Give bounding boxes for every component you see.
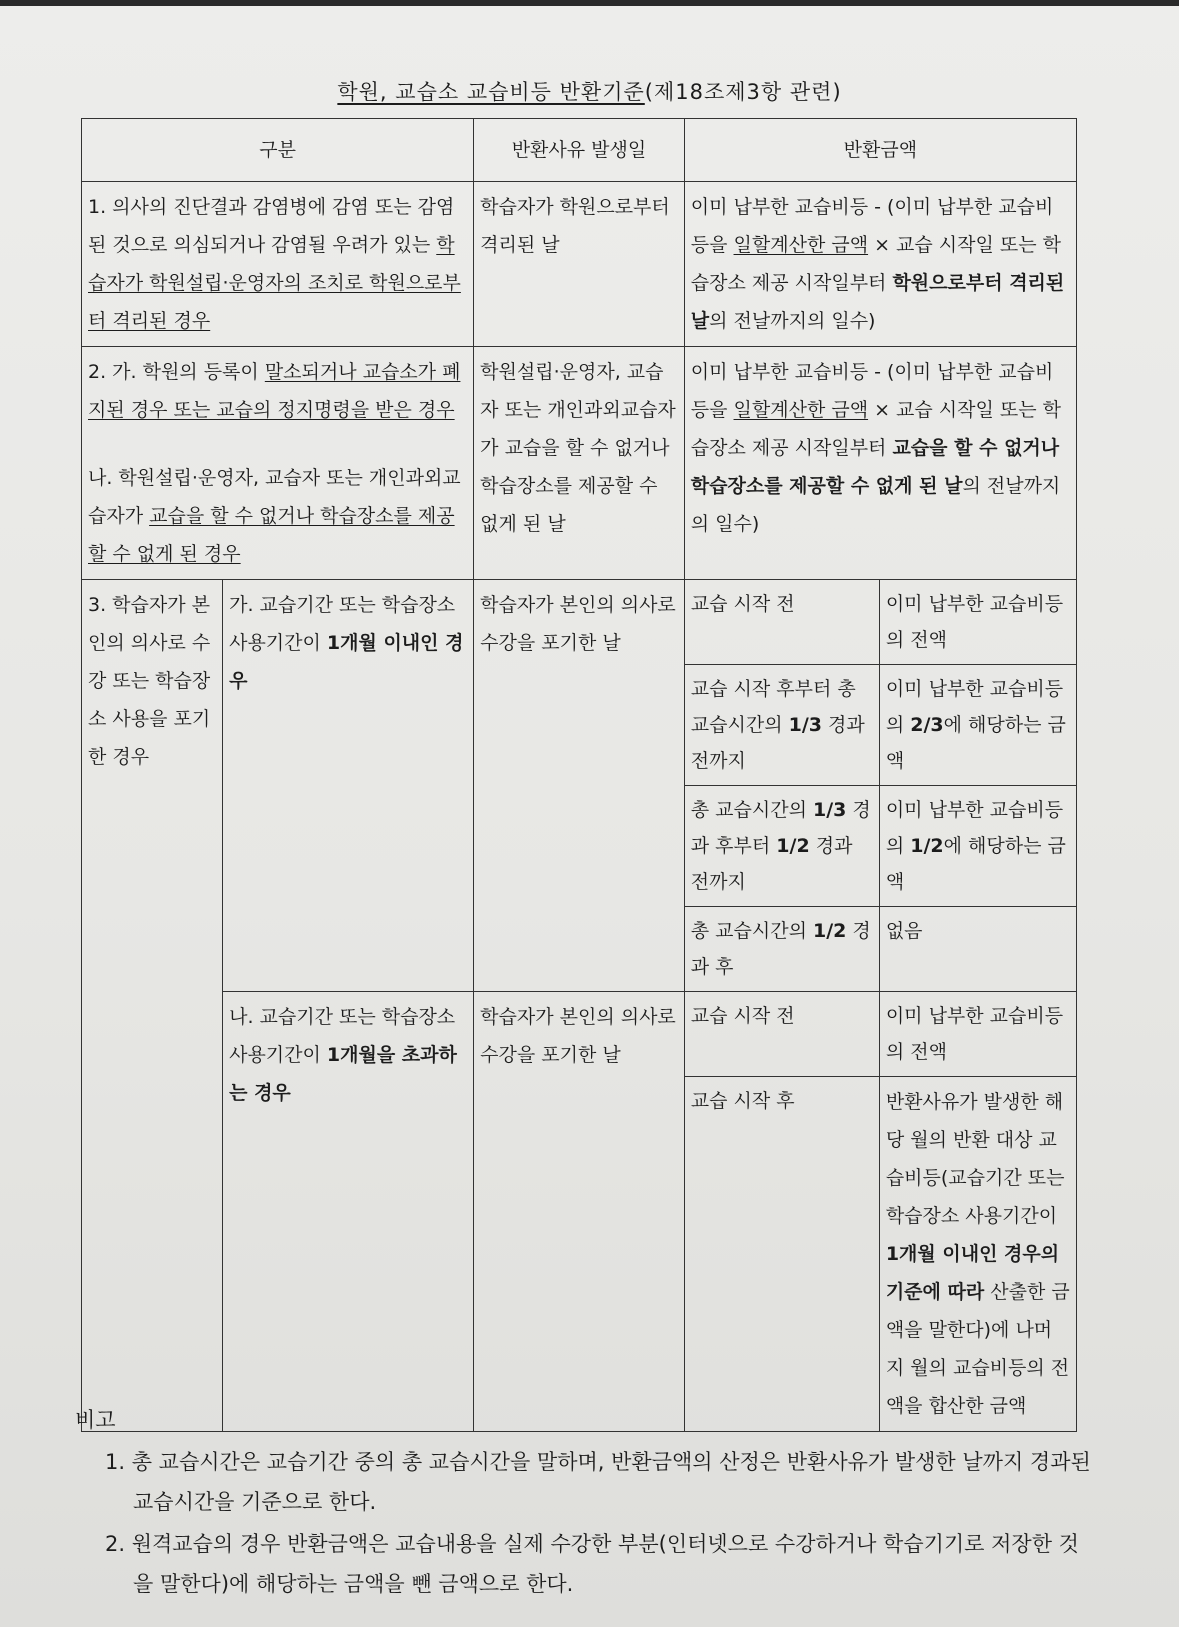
row2-date: 학원설립·운영자, 교습자 또는 개인과외교습자가 교습을 할 수 없거나 학습장소를 제공할 수 없게 된 날: [474, 347, 685, 580]
note-item-2: 2. 원격교습의 경우 반환금액은 교습내용을 실제 수강한 부분(인터넷으로 수강하거나 학습기기로 저장한 것을 말한다)에 해당하는 금액을 뺀 금액으로 한다.: [105, 1532, 1079, 1596]
row3-ga-amount-3: 없음: [879, 907, 1076, 992]
title-main: 학원, 교습소 교습비등 반환기준: [337, 80, 645, 104]
document-title: [0, 76, 1179, 106]
notes-section: [75, 1404, 1095, 1606]
row3-category: 3. 학습자가 본인의 의사로 수강 또는 학습장소 사용을 포기한 경우: [82, 580, 223, 1432]
row3-na-date: 학습자가 본인의 의사로 수강을 포기한 날: [474, 992, 685, 1432]
row3-ga-timing-2: 총 교습시간의 1/3 경과 후부터 1/2 경과 전까지: [684, 786, 879, 907]
refund-criteria-table: [81, 118, 1077, 1432]
row2-item-ga: 2. 가. 학원의 등록이 말소되거나 교습소가 폐지된 경우 또는 교습의 정지명령을 받은 경우: [88, 361, 461, 421]
table-row: [82, 182, 1077, 347]
row3-ga-timing-0: 교습 시작 전: [684, 580, 879, 665]
row3-ga-timing-1: 교습 시작 후부터 총 교습시간의 1/3 경과 전까지: [684, 665, 879, 786]
row2-category: [82, 347, 474, 580]
row3-na-timing-0: 교습 시작 전: [684, 992, 879, 1077]
header-category: 구분: [82, 119, 474, 182]
header-occurrence-date: 반환사유 발생일: [474, 119, 685, 182]
table-row: [82, 992, 1077, 1077]
row1-category: 1. 의사의 진단결과 감염병에 감염 또는 감염된 것으로 의심되거나 감염될 우려가 있는 학습자가 학원설립·운영자의 조치로 학원으로부터 격리된 경우: [82, 182, 474, 347]
row3-na-label: 나. 교습기간 또는 학습장소 사용기간이 1개월을 초과하는 경우: [223, 992, 474, 1432]
row3-ga-timing-3: 총 교습시간의 1/2 경과 후: [684, 907, 879, 992]
row3-ga-label: 가. 교습기간 또는 학습장소 사용기간이 1개월 이내인 경우: [223, 580, 474, 992]
row3-ga-amount-0: 이미 납부한 교습비등의 전액: [879, 580, 1076, 665]
row1-amount: 이미 납부한 교습비등 - (이미 납부한 교습비등을 일할계산한 금액 × 교습 시작일 또는 학습장소 제공 시작일부터 학원으로부터 격리된 날의 전날까지의 일수): [684, 182, 1076, 347]
document-page: [0, 6, 1179, 1627]
row3-na-amount-after: 반환사유가 발생한 해당 월의 반환 대상 교습비등(교습기간 또는 학습장소 사용기간이 1개월 이내인 경우의 기준에 따라 산출한 금액을 말한다)에 나머지 월의 교습비등의 전액을 합산한 금액: [879, 1077, 1076, 1432]
table-header-row: [82, 119, 1077, 182]
row3-na-timing-1: 교습 시작 후: [684, 1077, 879, 1432]
table-row: [82, 347, 1077, 580]
row1-date: 학습자가 학원으로부터 격리된 날: [474, 182, 685, 347]
notes-label: 비고: [75, 1408, 116, 1432]
title-suffix: (제18조제3항 관련): [644, 80, 842, 104]
table-row: [82, 580, 1077, 665]
header-refund-amount: 반환금액: [684, 119, 1076, 182]
row2-amount: 이미 납부한 교습비등 - (이미 납부한 교습비등을 일할계산한 금액 × 교습 시작일 또는 학습장소 제공 시작일부터 교습을 할 수 없거나 학습장소를 제공할 수 없게 된 날의 전날까지의 일수): [684, 347, 1076, 580]
row2-item-na: 나. 학원설립·운영자, 교습자 또는 개인과외교습자가 교습을 할 수 없거나 학습장소를 제공할 수 없게 된 경우: [88, 467, 461, 565]
row3-ga-amount-2: 이미 납부한 교습비등의 1/2에 해당하는 금액: [879, 786, 1076, 907]
row3-ga-amount-1: 이미 납부한 교습비등의 2/3에 해당하는 금액: [879, 665, 1076, 786]
note-item-1: 1. 총 교습시간은 교습기간 중의 총 교습시간을 말하며, 반환금액의 산정은 반환사유가 발생한 날까지 경과된 교습시간을 기준으로 한다.: [105, 1450, 1091, 1514]
row3-ga-date: 학습자가 본인의 의사로 수강을 포기한 날: [474, 580, 685, 992]
row3-na-amount-before: 이미 납부한 교습비등의 전액: [879, 992, 1076, 1077]
